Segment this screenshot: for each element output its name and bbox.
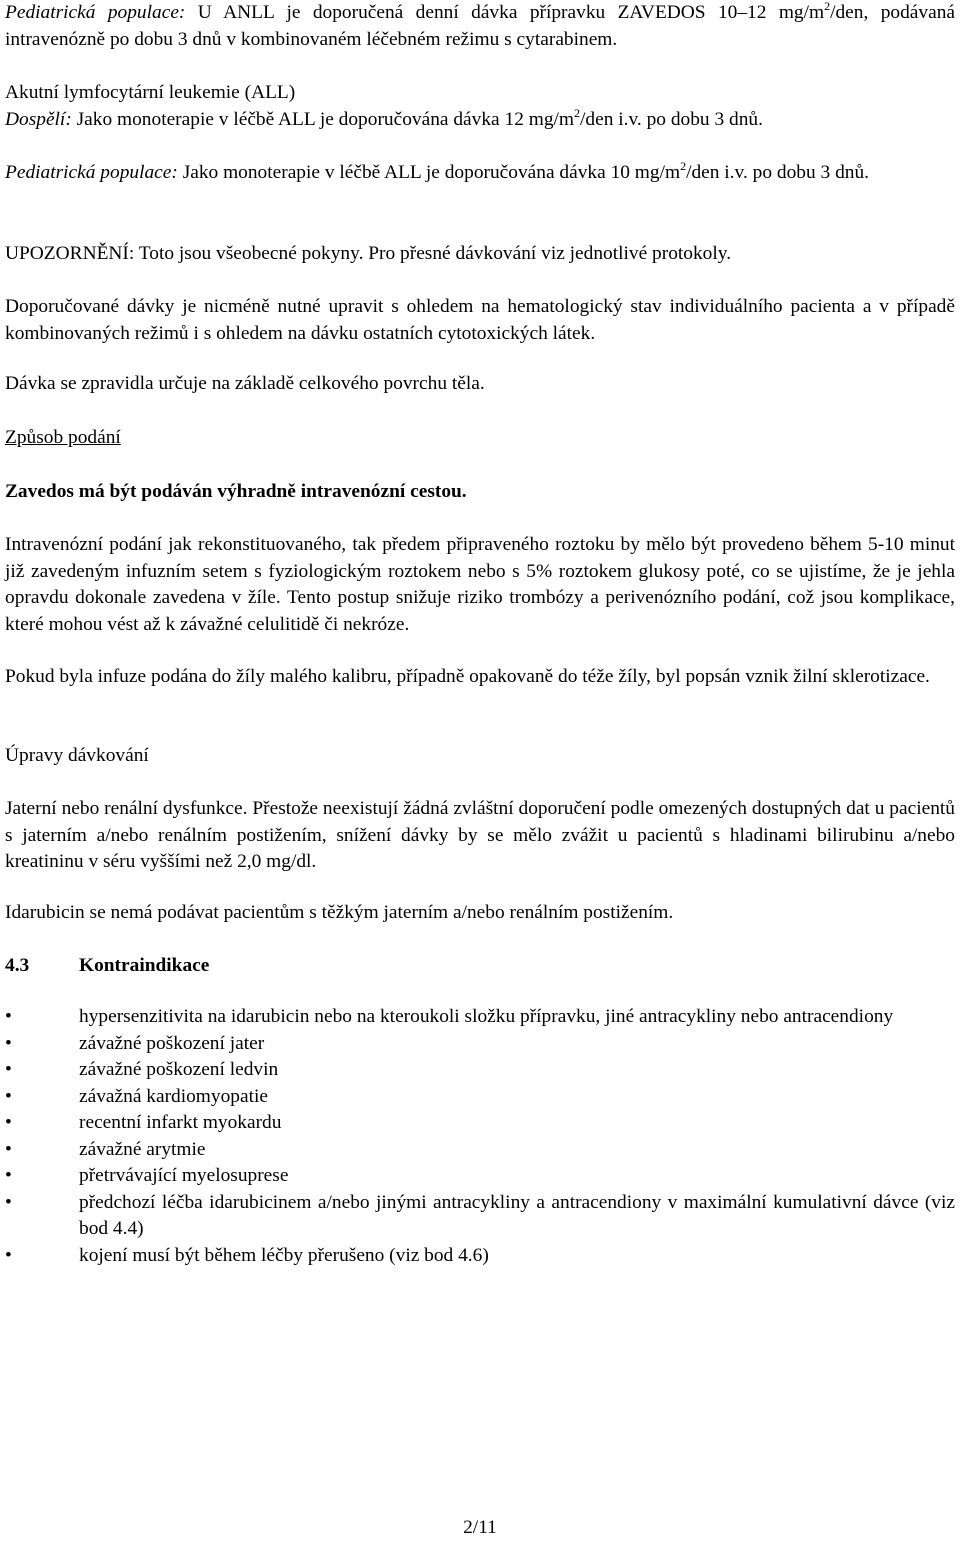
list-item [5, 1137, 955, 1164]
ped-anll-text-a: U ANLL je doporučená denní dávka přípravku ZAVEDOS 10–12 mg/m [185, 2, 825, 23]
list-item [5, 1190, 955, 1243]
list-item-text: závažná kardiomyopatie [79, 1085, 268, 1107]
document-page [5, 0, 955, 1541]
ped-anll-label: Pediatrická populace: [5, 2, 186, 23]
list-item-text: předchozí léčba idarubicinem a/nebo jinými antracykliny a antracendiony v maximální kumulativní dávce (viz bod 4.4) [79, 1191, 955, 1239]
ped-anll-sup: 2 [824, 0, 831, 13]
bullet-icon: • [5, 1085, 12, 1107]
page-number: 2/11 [463, 1517, 497, 1538]
list-item-text: závažné poškození jater [79, 1032, 265, 1054]
list-item-text: závažné arytmie [79, 1138, 206, 1160]
admin-bold-line: Zavedos má být podáván výhradně intravenózní cestou. [5, 481, 467, 502]
adults-label: Dospělí: [5, 109, 72, 130]
adjust-paragraph-1: Jaterní nebo renální dysfunkce. Přestože neexistují žádná zvláštní doporučení podle omezených dostupných dat u pacientů s jaterním a/nebo renálním postižením, snížení dávky by se mělo zvážit u pacientů s hladinami bilirubinu a/nebo kreatininu v séru vyššími než 2,0 mg/dl. [5, 798, 955, 872]
list-item-text: recentní infarkt myokardu [79, 1112, 282, 1133]
adjust-heading: Úpravy dávkování [5, 745, 149, 766]
admin-paragraph-1: Intravenózní podání jak rekonstituovaného, tak předem připraveného roztoku by mělo být provedeno během 5-10 minut již zavedeným infuzním setem s fyziologickým roztokem nebo s 5% roztokem glukosy poté, co se ujistíme, že je jehla opravdu dokonale zavedena v žíle. Tento postup snižuje riziko trombózy a perivenózního podání, což jsou komplikace, které mohou vést až k závažné celulitidě či nekróze. [5, 534, 955, 635]
bullet-icon: • [5, 1138, 12, 1160]
list-item-text: hypersenzitivita na idarubicin nebo na kteroukoli složku přípravku, jiné antracykliny nebo antracendiony [79, 1006, 894, 1027]
contraindication-list [5, 1004, 955, 1269]
adjust-paragraph-2: Idarubicin se nemá podávat pacientům s těžkým jaterním a/nebo renálním postižením. [5, 902, 674, 923]
list-item [5, 1163, 955, 1190]
ped-all-paragraph [5, 160, 955, 187]
ped-all-label: Pediatrická populace: [5, 162, 178, 183]
bsa-text: Dávka se zpravidla určuje na základě celkového povrchu těla. [5, 373, 485, 394]
admin-paragraph-2: Pokud byla infuze podána do žíly malého kalibru, případně opakovaně do téže žíly, byl popsán vznik žilní sklerotizace. [5, 666, 930, 687]
list-item-text: závažné poškození ledvin [79, 1059, 279, 1080]
list-item [5, 1110, 955, 1137]
adults-text-b: /den i.v. po dobu 3 dnů. [580, 109, 763, 130]
adults-sup: 2 [574, 106, 580, 120]
ped-all-text-a: Jako monoterapie v léčbě ALL je doporučována dávka 10 mg/m [177, 162, 681, 183]
bullet-icon: • [5, 1032, 12, 1054]
ped-anll-text-b: /den, podávaná intravenózně po dobu 3 dnů v kombinovaném léčebném režimu s cytarabinem. [5, 2, 955, 50]
list-item [5, 1084, 955, 1111]
list-item-text: přetrvávající myelosuprese [79, 1165, 289, 1186]
list-item [5, 1243, 955, 1270]
list-item [5, 1057, 955, 1084]
adults-text-a: Jako monoterapie v léčbě ALL je doporučována dávka 12 mg/m [71, 109, 574, 130]
bullet-icon: • [5, 1244, 12, 1266]
adults-paragraph [5, 107, 955, 134]
list-item [5, 1031, 955, 1058]
ped-all-text-b: /den i.v. po dobu 3 dnů. [686, 162, 870, 183]
contra-heading [5, 953, 209, 980]
ped-anll-paragraph [5, 0, 955, 53]
ped-all-sup: 2 [680, 159, 687, 173]
list-item [5, 1004, 955, 1031]
bullet-icon: • [5, 1006, 12, 1027]
all-heading: Akutní lymfocytární leukemie (ALL) [5, 82, 296, 103]
warning-text: UPOZORNĚNÍ: Toto jsou všeobecné pokyny. Pro přesné dávkování viz jednotlivé protokoly. [5, 243, 732, 264]
admin-heading: Způsob podání [5, 427, 121, 448]
bullet-icon: • [5, 1112, 12, 1133]
bullet-icon: • [5, 1165, 12, 1186]
contra-number: 4.3 [5, 955, 30, 976]
list-item-text: kojení musí být během léčby přerušeno (viz bod 4.6) [79, 1244, 489, 1266]
bullet-icon: • [5, 1191, 12, 1213]
bullet-icon: • [5, 1059, 12, 1080]
contra-title: Kontraindikace [79, 955, 210, 976]
adjust-paragraph: Doporučované dávky je nicméně nutné upravit s ohledem na hematologický stav individuálního pacienta a v případě kombinovaných režimů i s ohledem na dávku ostatních cytotoxických látek. [5, 296, 955, 344]
